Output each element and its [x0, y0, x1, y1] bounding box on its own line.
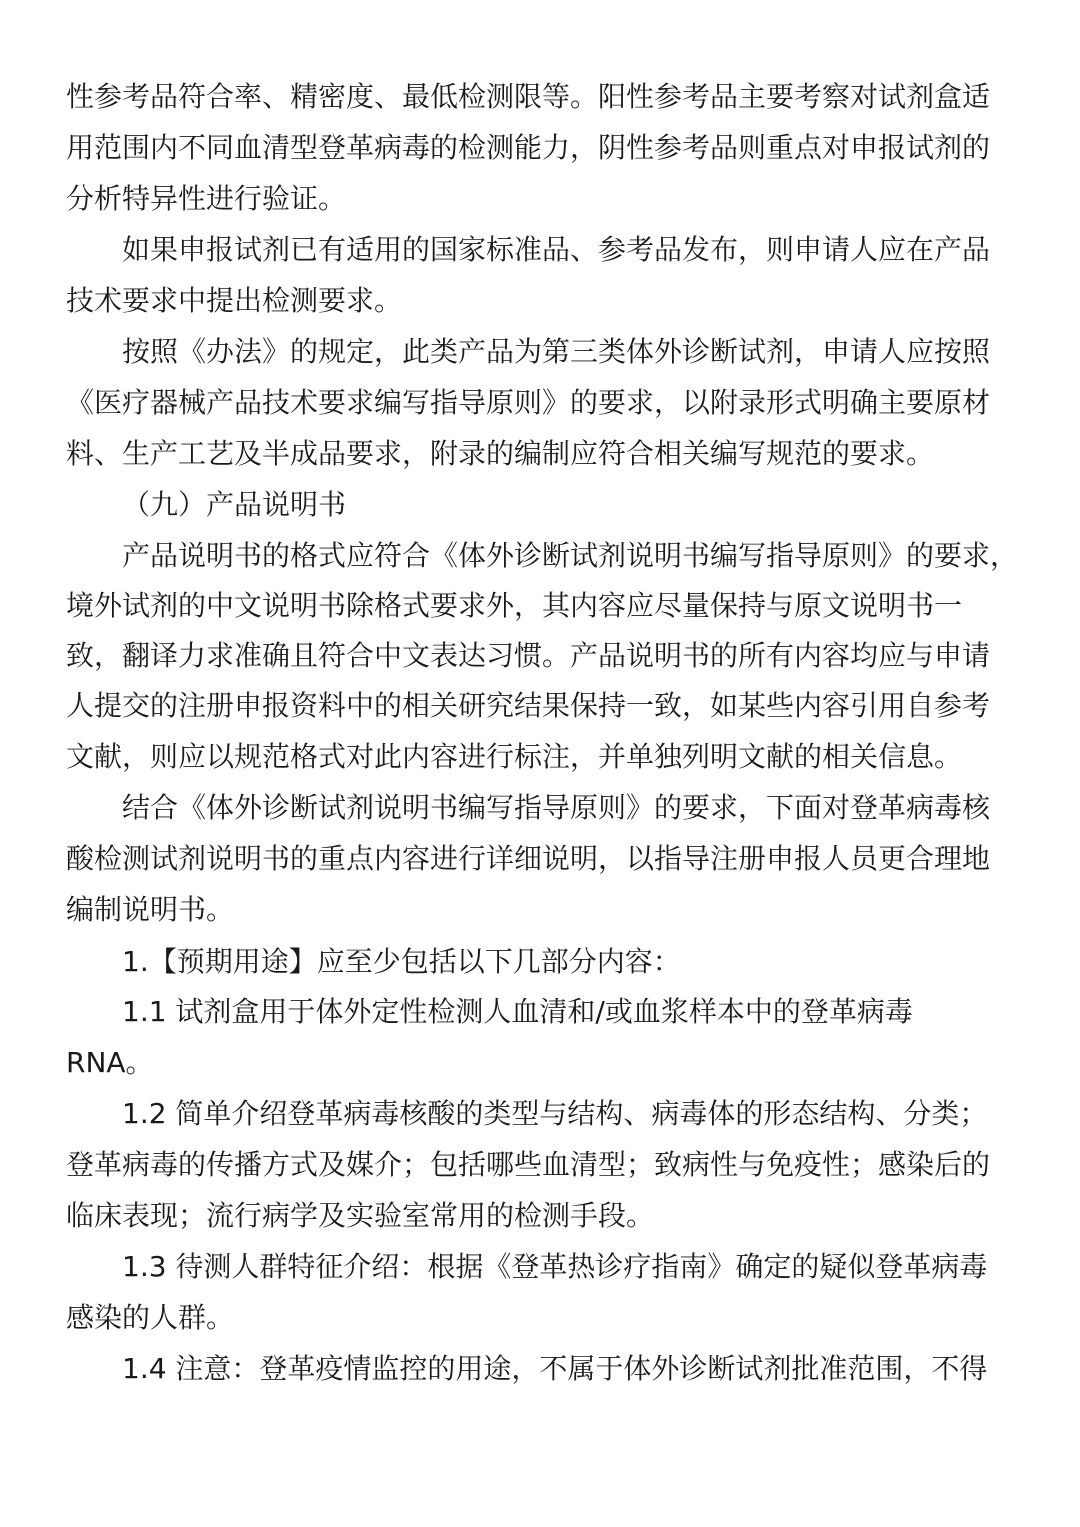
- text-line: 登革病毒的传播方式及媒介；包括哪些血清型；致病性与免疫性；感染后的: [66, 1148, 991, 1181]
- text-line: 性参考品符合率、精密度、最低检测限等。阳性参考品主要考察对试剂盒适: [66, 80, 991, 113]
- paragraph-first-line: 按照《办法》的规定，此类产品为第三类体外诊断试剂，申请人应按照: [122, 335, 991, 368]
- text-line: RNA。: [66, 1046, 154, 1079]
- paragraph-first-line: 产品说明书的格式应符合《体外诊断试剂说明书编写指导原则》的要求，: [122, 539, 1019, 572]
- list-item-first-line: 1.1 试剂盒用于体外定性检测人血清和/或血浆样本中的登革病毒: [122, 995, 913, 1028]
- text-line: 酸检测试剂说明书的重点内容进行详细说明，以指导注册申报人员更合理地: [66, 842, 991, 875]
- text-line: 感染的人群。: [66, 1301, 235, 1334]
- paragraph-first-line: 如果申报试剂已有适用的国家标准品、参考品发布，则申请人应在产品: [122, 233, 991, 266]
- text-line: 《医疗器械产品技术要求编写指导原则》的要求，以附录形式明确主要原材: [66, 386, 991, 419]
- text-line: 用范围内不同血清型登革病毒的检测能力，阴性参考品则重点对申报试剂的: [66, 131, 991, 164]
- text-line: 人提交的注册申报资料中的相关研究结果保持一致，如某些内容引用自参考: [66, 689, 991, 722]
- text-line: 编制说明书。: [66, 893, 235, 926]
- text-line: 文献，则应以规范格式对此内容进行标注，并单独列明文献的相关信息。: [66, 740, 963, 773]
- text-line: 境外试剂的中文说明书除格式要求外，其内容应尽量保持与原文说明书一: [66, 589, 963, 622]
- text-line: 临床表现；流行病学及实验室常用的检测手段。: [66, 1199, 655, 1232]
- section-heading: （九）产品说明书: [122, 488, 347, 521]
- list-heading: 1.【预期用途】应至少包括以下几部分内容：: [122, 945, 681, 978]
- text-line: 分析特异性进行验证。: [66, 182, 347, 215]
- paragraph-first-line: 结合《体外诊断试剂说明书编写指导原则》的要求，下面对登革病毒核: [122, 791, 991, 824]
- text-line: 技术要求中提出检测要求。: [66, 284, 403, 317]
- list-item-first-line: 1.4 注意：登革疫情监控的用途，不属于体外诊断试剂批准范围，不得: [122, 1352, 988, 1385]
- text-line: 致，翻译力求准确且符合中文表达习惯。产品说明书的所有内容均应与申请: [66, 639, 991, 672]
- text-line: 料、生产工艺及半成品要求，附录的编制应符合相关编写规范的要求。: [66, 437, 935, 470]
- list-item-first-line: 1.3 待测人群特征介绍：根据《登革热诊疗指南》确定的疑似登革病毒: [122, 1250, 988, 1283]
- list-item-first-line: 1.2 简单介绍登革病毒核酸的类型与结构、病毒体的形态结构、分类；: [122, 1097, 988, 1130]
